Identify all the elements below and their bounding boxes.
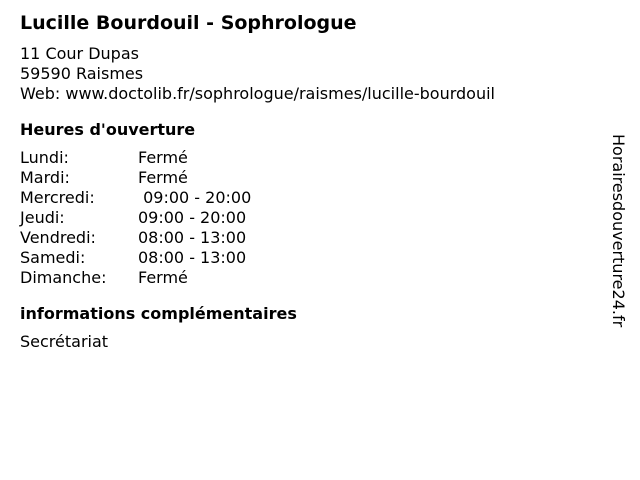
- business-card: [20, 10, 600, 352]
- hours-time: 08:00 - 13:00: [138, 228, 247, 247]
- hours-day: Mardi:: [20, 168, 70, 187]
- hours-day: Samedi:: [20, 248, 86, 267]
- opening-hours-list: [20, 148, 600, 288]
- hours-day: Dimanche:: [20, 268, 107, 287]
- hours-row-tuesday: [20, 168, 600, 188]
- website-line[interactable]: Web: www.doctolib.fr/sophrologue/raismes/lucille-bourdouil: [20, 84, 495, 103]
- site-watermark: Horairesdouverture24.fr: [609, 134, 628, 328]
- hours-day: Lundi:: [20, 148, 69, 167]
- business-title: Lucille Bourdouil - Sophrologue: [20, 12, 357, 34]
- hours-day: Jeudi:: [20, 208, 65, 227]
- address-line-2: 59590 Raismes: [20, 64, 144, 83]
- hours-time: 08:00 - 13:00: [138, 248, 247, 267]
- hours-time: Fermé: [138, 148, 188, 167]
- hours-row-sunday: [20, 268, 600, 288]
- hours-time: 09:00 - 20:00: [138, 188, 252, 207]
- additional-info-text: Secrétariat: [20, 332, 109, 351]
- hours-day: Vendredi:: [20, 228, 96, 247]
- hours-row-wednesday: [20, 188, 600, 208]
- hours-row-monday: [20, 148, 600, 168]
- hours-day: Mercredi:: [20, 188, 95, 207]
- hours-row-friday: [20, 228, 600, 248]
- hours-time: Fermé: [138, 168, 188, 187]
- opening-hours-heading: Heures d'ouverture: [20, 120, 196, 139]
- hours-time: Fermé: [138, 268, 188, 287]
- hours-time: 09:00 - 20:00: [138, 208, 247, 227]
- additional-info-heading: informations complémentaires: [20, 304, 297, 323]
- hours-row-thursday: [20, 208, 600, 228]
- hours-row-saturday: [20, 248, 600, 268]
- address-line-1: 11 Cour Dupas: [20, 44, 139, 63]
